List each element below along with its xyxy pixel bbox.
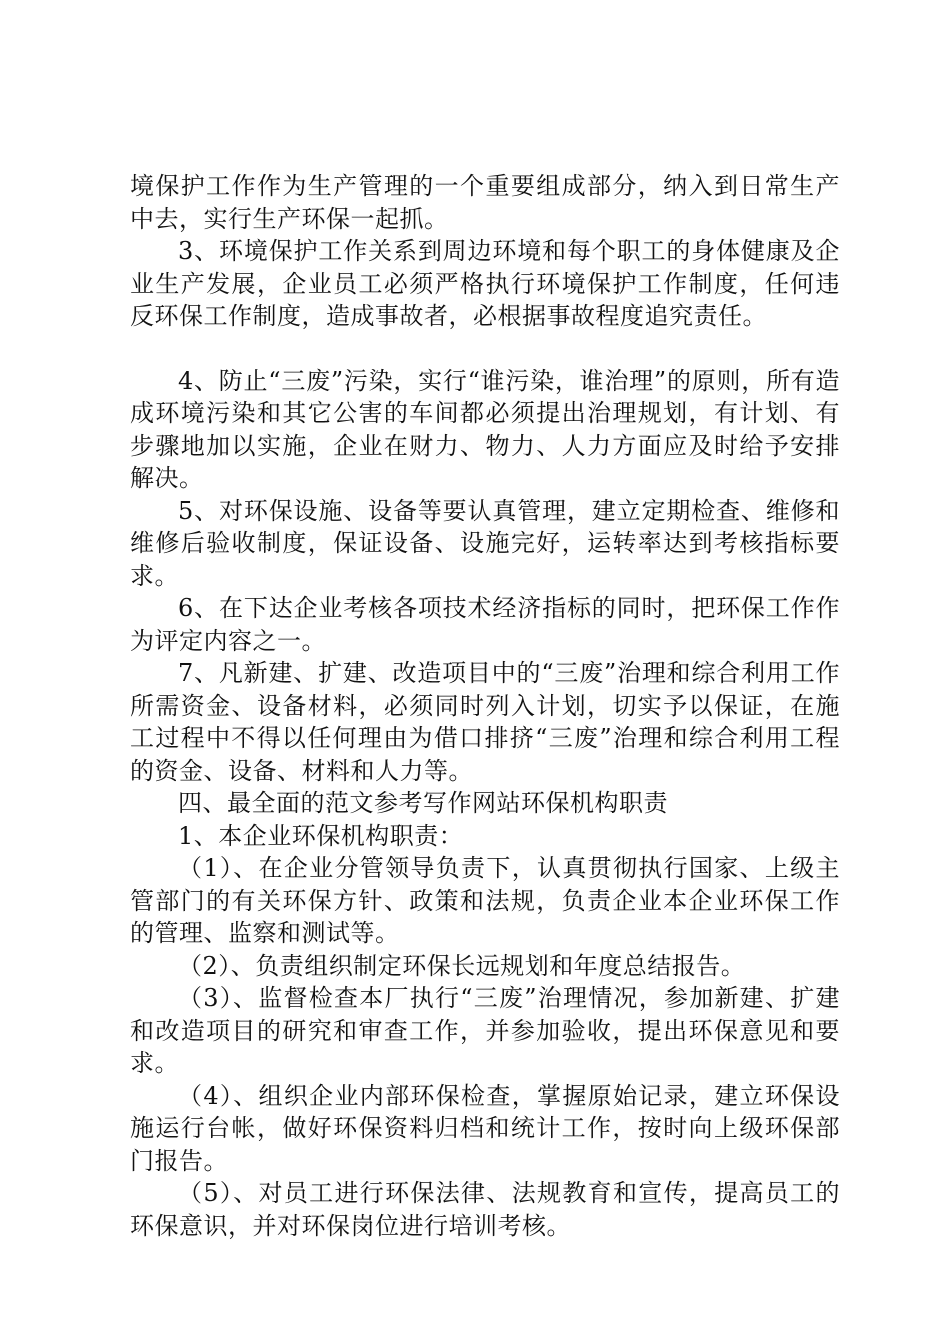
paragraph-item-7: 7、凡新建、扩建、改造项目中的“三废”治理和综合利用工作所需资金、设备材料，必须同时列入计划，切实予以保证，在施工过程中不得以任何理由为借口排挤“三废”治理和综合利用工程的资金、设备、材料和人力等。 [130, 659, 840, 785]
paragraph-item-4: 4、防止“三废”污染，实行“谁污染，谁治理”的原则，所有造成环境污染和其它公害的车间都必须提出治理规划，有计划、有步骤地加以实施，企业在财力、物力、人力方面应及时给予安排解决。 [130, 366, 840, 492]
section-heading: 四、最全面的范文参考写作网站环保机构职责 [178, 789, 668, 817]
duty-item-4: （4）、组织企业内部环保检查，掌握原始记录，建立环保设施运行台帐，做好环保资料归档和统计工作，按时向上级环保部门报告。 [130, 1081, 840, 1175]
duty-item-3: （3）、监督检查本厂执行“三废”治理情况，参加新建、扩建和改造项目的研究和审查工作，并参加验收，提出环保意见和要求。 [130, 984, 840, 1077]
subsection-heading: 1、本企业环保机构职责： [178, 821, 464, 850]
document-body [130, 170, 840, 1242]
duty-item-5: （5）、对员工进行环保法律、法规教育和宣传，提高员工的环保意识，并对环保岗位进行培训考核。 [130, 1179, 840, 1240]
paragraph-continuation: 境保护工作作为生产管理的一个重要组成部分，纳入到日常生产中去，实行生产环保一起抓。 [130, 172, 840, 233]
paragraph-item-3: 3、环境保护工作关系到周边环境和每个职工的身体健康及企业生产发展，企业员工必须严格执行环境保护工作制度，任何违反环保工作制度，造成事故者，必根据事故程度追究责任。 [130, 237, 840, 330]
paragraph-item-6: 6、在下达企业考核各项技术经济指标的同时，把环保工作作为评定内容之一。 [130, 594, 840, 655]
duty-item-1: （1）、在企业分管领导负责下，认真贯彻执行国家、上级主管部门的有关环保方针、政策和法规，负责企业本企业环保工作的管理、监察和测试等。 [130, 854, 840, 947]
paragraph-item-5: 5、对环保设施、设备等要认真管理，建立定期检查、维修和维修后验收制度，保证设备、设施完好，运转率达到考核指标要求。 [130, 496, 840, 590]
duty-item-2: （2）、负责组织制定环保长远规划和年度总结报告。 [178, 951, 746, 980]
